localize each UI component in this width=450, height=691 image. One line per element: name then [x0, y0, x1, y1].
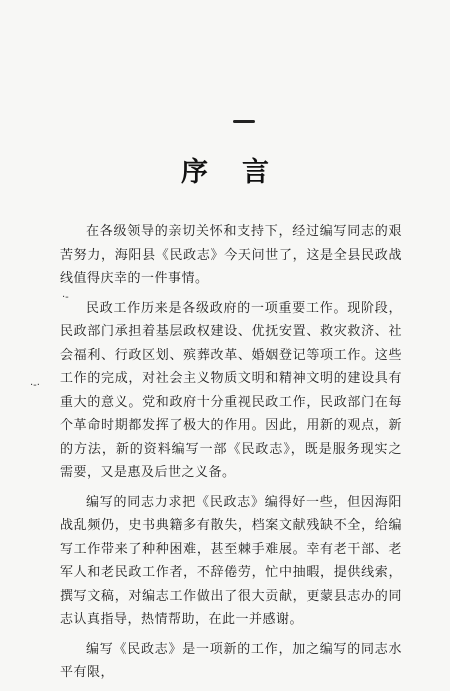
paragraph-1: 在各级领导的亲切关怀和支持下，经过编写同志的艰苦努力，海阳县《民政志》今天问世了，这是全县民政战线值得庆幸的一件事情。 [60, 224, 402, 286]
margin-mark: ·- [62, 292, 69, 303]
paragraph-2: 民政工作历来是各级政府的一项重要工作。现阶段，民政部门承担着基层政权建设、优抚安置、救灾救济、社会福利、行政区划、殡葬改革、婚姻登记等项工作。这些工作的完成，对社会主义物质文明和精神文明的建设具有重大的意义。党和政府十分重视民政工作，民政部门在每个革命时期都发挥了极大的作用。因此，用新的观点，新的方法，新的资料编写一部《民政志》，既是服务现实之需要，又是惠及后世之义备。 [60, 300, 402, 480]
paragraph-3: 编写的同志力求把《民政志》编得好一些，但因海阳战乱频仍，史书典籍多有散失，档案文献残缺不全，给编写工作带来了种种困难，甚至棘手难展。幸有老干部、老军人和老民政工作者，不辞倦劳，忙中抽暇，提供线索，撰写文稿，对编志工作做出了很大贡献，更蒙县志办的同志认真指导，热情帮助，在此一并感谢。 [60, 494, 402, 627]
paragraph-4: 编写《民政志》是一项新的工作，加之编写的同志水平有限， [60, 641, 402, 680]
body-text [60, 220, 402, 691]
dash-mark [233, 120, 255, 123]
page-title: 序言 [181, 157, 303, 188]
margin-mark: ·-· [30, 380, 40, 391]
